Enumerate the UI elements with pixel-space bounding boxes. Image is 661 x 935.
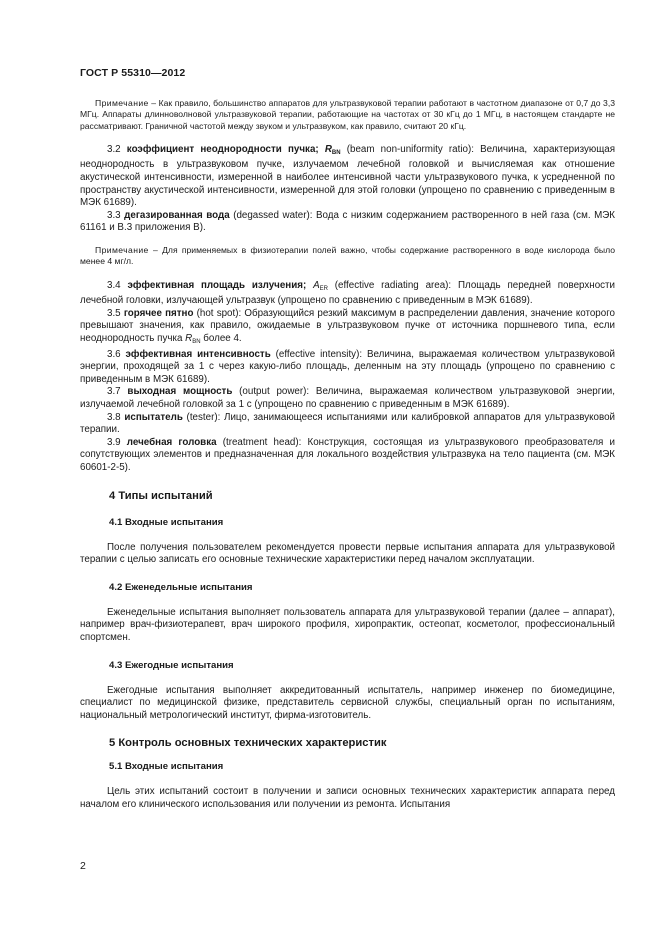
definition-term: горячее пятно [123,307,194,319]
definition-term: эффективная интенсивность [125,348,271,360]
definition-number: 3.8 [107,411,125,423]
definition-text: (output power): Величина, выражаемая количеством ультразвуковой энергии, излучаемой лечебной головкой за 1 с (упрощено по сравнению с приведенным в МЭК 61689). [80,386,615,410]
section-4-2-text: Еженедельные испытания выполняет пользователь аппарата для ультразвуковой терапии (далее – аппарат), например врач-физиотерапевт, врач широкого профиля, хиропрактик, остеопат, косметолог, профессиональный спортсмен. [80,606,615,643]
definition-number: 3.3 [107,209,125,221]
definition-3-6 [80,349,615,387]
symbol-r: R [324,143,332,155]
definition-term: испытатель [124,411,183,423]
note-frequency [80,98,615,132]
symbol-r: R [185,333,193,345]
page-content [80,98,615,811]
definition-3-5 [80,308,615,349]
definition-term: коэффициент неоднородности пучка; [126,143,325,155]
definition-term: выходная мощность [127,386,233,398]
definition-number: 3.5 [107,307,124,319]
note-label: Примечание [95,98,149,108]
section-4-heading: 4 Типы испытаний [109,489,213,502]
definition-3-8 [80,412,615,437]
section-4-3-heading: 4.3 Ежегодные испытания [109,659,234,671]
section-5-heading: 5 Контроль основных технических характеристик [109,737,387,750]
note-text: – Для применяемых в физиотерапии полей важно, чтобы содержание растворенного в воде кислорода было менее 4 мг/л. [80,245,615,267]
definition-term: эффективная площадь излучения; [127,279,314,291]
definition-3-3 [80,210,615,235]
definition-text: (effective intensity): Величина, выражаемая количеством ультразвуковой энергии, проходящей за 1 с через какую-либо площадь, деленным на эту площадь (упрощено по сравнению с приведенным в МЭК 61689). [80,348,615,385]
section-4-2-heading: 4.2 Еженедельные испытания [109,581,253,593]
definition-3-4 [80,280,615,308]
definition-3-9 [80,437,615,475]
symbol-subscript: BN [192,339,201,346]
definition-text: (hot spot): Образующийся резкий максимум в распределении давления, значение которого превышают значения, как правило, ожидаемые в ультразвуковом пучке от источника поршневого типа, если неоднородность пучка [80,307,615,345]
standard-header: ГОСТ Р 55310—2012 [80,67,186,79]
definition-term: лечебная головка [126,436,217,448]
definition-number: 3.2 [107,143,127,155]
definition-3-2 [80,144,615,210]
section-5-1-text: Цель этих испытаний состоит в получении и записи основных технических характеристик аппарата перед началом его клинического использования или получении из ремонта. Испытания [80,786,615,810]
definition-3-7 [80,386,615,411]
definition-number: 3.6 [107,348,126,360]
definition-text-end: более 4. [200,333,242,345]
section-4-1-text: После получения пользователем рекомендуется провести первые испытания аппарата для ультразвуковой терапии с целью записать его основные технические характеристики перед началом эксплуатации. [80,541,615,566]
note-text: – Как правило, большинство аппаратов для ультразвуковой терапии работают в частотном диапазоне от 0,7 до 3,3 МГц. Аппараты длинноволновой ультразвуковой терапии, работающие на частотах от 30 кГц до 1 МГц, в настоящем стандарте не рассматривают. Граничной частотой между звуком и ультразвуком, как правило, считают 20 кГц. [80,98,615,131]
definition-term: дегазированная вода [124,209,230,221]
definition-text: (effective radiating area): Площадь передней поверхности лечебной головки, излучающей ультразвук (упрощено по сравнению с приведенным в МЭК 61689). [80,279,615,307]
section-4-3-text: Ежегодные испытания выполняет аккредитованный испытатель, например инженер по биомедицине, специалист по медицинской физике, представитель сервисной службы, специальный орган по испытаниям, национальный метрологический институт, фирма-изготовитель. [80,684,615,721]
definition-number: 3.7 [107,386,128,398]
symbol-a: A [313,279,320,291]
section-4-1-heading: 4.1 Входные испытания [109,516,224,528]
note-oxygen [80,245,615,268]
definition-text: (degassed water): Вода с низким содержанием растворенного в ней газа (см. МЭК 61161 и В.3 приложения В). [80,209,615,234]
symbol-subscript: ER [319,285,328,292]
definition-number: 3.9 [107,436,127,448]
definition-text: (treatment head): Конструкция, состоящая из ультразвукового преобразователя и сопутствующих элементов и предназначенная для локального воздействия ультразвука на тело пациента (см. МЭК 60601-2-5). [80,436,615,473]
definition-text: (beam non-uniformity ratio): Величина, характеризующая неоднородность в ультразвуковом пучке, излучаемом лечебной головкой и вычисляемая как отношение акустической интенсивности, измеренной в наиболее интенсивной части ультразвукового пучка, к усредненной по пространству акустической интенсивности, измеренной для этой головки (упрощено по сравнению с приведенным в МЭК 61689). [80,143,616,209]
note-label: Примечание [95,245,149,256]
page-number: 2 [80,860,86,872]
definition-number: 3.4 [107,279,128,291]
symbol-subscript: BN [331,149,341,156]
definition-text: (tester): Лицо, занимающееся испытаниями или калибровкой аппаратов для ультразвуковой терапии. [80,411,616,436]
section-5-1-heading: 5.1 Входные испытания [109,761,224,773]
